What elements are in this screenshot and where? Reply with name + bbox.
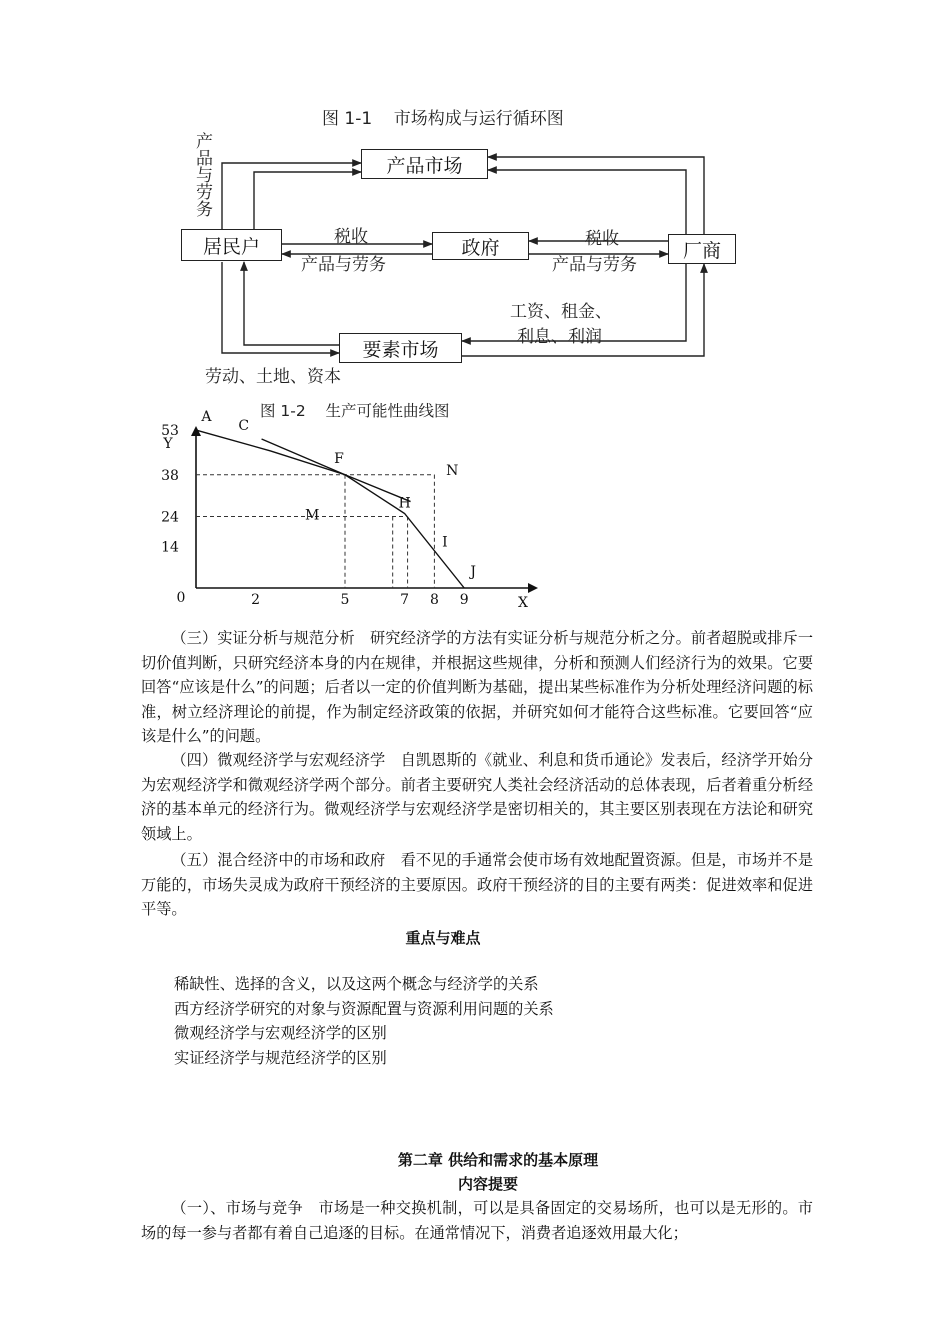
- point-label-M: M: [305, 507, 320, 524]
- factor-market-box: 要素市场: [339, 333, 462, 363]
- label-factors: 劳动、土地、资本: [205, 367, 341, 387]
- list-item: 实证经济学与规范经济学的区别: [174, 1048, 387, 1067]
- list-item: 稀缺性、选择的含义，以及这两个概念与经济学的关系: [174, 975, 539, 993]
- point-label-A: A: [201, 409, 212, 426]
- x-axis-arrow: [528, 583, 538, 593]
- figure1-title: 图 1-1 市场构成与运行循环图: [322, 109, 564, 129]
- y-tick-label: 24: [161, 509, 179, 526]
- point-label-N: N: [446, 462, 459, 479]
- paragraph-mixed-economy: [141, 848, 813, 922]
- paragraph-positive-normative: [141, 626, 813, 749]
- x-axis-label: X: [518, 595, 528, 611]
- series-AJ: [196, 430, 464, 588]
- origin-label: 0: [176, 590, 186, 606]
- point-label-J: J: [470, 564, 476, 581]
- figure2-title: 图 1-2 生产可能性曲线图: [260, 402, 450, 420]
- government-box: 政府: [432, 232, 529, 260]
- series-CH: [262, 439, 411, 502]
- x-tick-label: 7: [400, 592, 410, 608]
- paragraph-market-competition: [141, 1196, 813, 1245]
- key-points-title: 重点与难点: [405, 929, 481, 947]
- households-box: 居民户: [181, 229, 282, 261]
- label-tax-right: 税收: [585, 229, 619, 249]
- point-label-C: C: [238, 418, 250, 435]
- label-left-goods: 产品与劳务: [192, 132, 212, 217]
- x-tick-label: 5: [340, 592, 350, 608]
- key-points-list: [174, 972, 554, 1070]
- point-label-I: I: [442, 534, 448, 551]
- list-item: 微观经济学与宏观经济学的区别: [174, 1024, 387, 1042]
- point-label-F: F: [334, 450, 344, 467]
- y-tick-label: 38: [161, 467, 179, 484]
- paragraph-3-text: （三）实证分析与规范分析 研究经济学的方法有实证分析与规范分析之分。前者超脱或排斥一切价值判断，只研究经济本身的内在规律，并根据这些规律，分析和预测人们经济行为的效果。它要回答“应该是什么”的问题；后者以一定的价值判断为基础，提出某些标准作为分析处理经济问题的标准，树立经济理论的前提，作为制定经济政策的依据，并研究如何才能符合这些标准。它要回答“应该是什么”的问题。: [141, 629, 813, 745]
- list-item: 西方经济学研究的对象与资源配置与资源利用问题的关系: [174, 999, 554, 1018]
- label-tax-left: 税收: [334, 227, 368, 247]
- paragraph-last-text: （一）、市场与竞争 市场是一种交换机制，可以是具备固定的交易场所，也可以是无形的。市场的每一参与者都有着自己追逐的目标。在通常情况下，消费者追逐效用最大化；: [141, 1199, 813, 1242]
- point-label-H: H: [398, 495, 411, 512]
- label-goods-right: 产品与劳务: [552, 255, 637, 275]
- chapter-title: 第二章 供给和需求的基本原理: [397, 1151, 599, 1169]
- label-goods-left: 产品与劳务: [301, 255, 386, 275]
- paragraph-5-text: （五）混合经济中的市场和政府 看不见的手通常会使市场有效地配置资源。但是，市场并不是万能的，市场失灵成为政府干预经济的主要原因。政府干预经济的目的主要有两类：促进效率和促进平等。: [141, 851, 813, 918]
- x-tick-label: 2: [251, 592, 261, 608]
- product-market-box: 产品市场: [361, 149, 488, 179]
- x-tick-label: 9: [459, 592, 469, 608]
- paragraph-4-text: （四）微观经济学与宏观经济学 自凯恩斯的《就业、利息和货币通论》发表后，经济学开始分为宏观经济学和微观经济学两个部分。前者主要研究人类社会经济活动的总体表现，后者着重分析经济的基本单元的经济行为。微观经济学与宏观经济学是密切相关的，其主要区别表现在方法论和研究领域上。: [141, 751, 813, 843]
- label-wages-2: 利息、利润: [517, 327, 602, 347]
- y-tick-label: 53: [161, 423, 179, 440]
- summary-title: 内容提要: [457, 1175, 518, 1193]
- label-wages-1: 工资、租金、: [510, 302, 612, 322]
- x-tick-label: 8: [429, 592, 439, 608]
- firms-box: 厂商: [668, 234, 736, 264]
- y-axis-label: Y: [163, 436, 173, 452]
- y-tick-label: 14: [161, 539, 179, 556]
- paragraph-micro-macro: [141, 748, 813, 846]
